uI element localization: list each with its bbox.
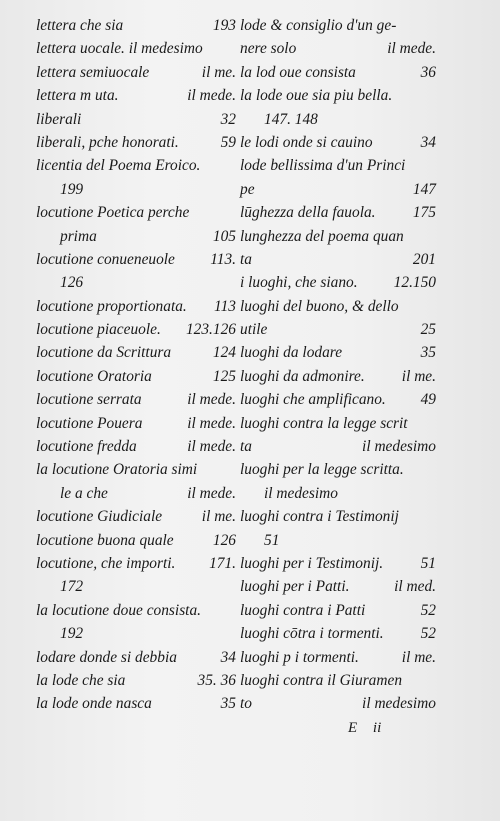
index-entry	[240, 622, 436, 645]
index-entry	[240, 84, 436, 107]
index-entry-page: 35	[220, 695, 236, 713]
index-entry	[36, 388, 236, 411]
index-entry-text: luoghi contra la legge scrit	[240, 414, 408, 432]
index-column-right	[240, 14, 436, 716]
index-entry	[240, 529, 436, 552]
index-entry-text: 126	[60, 274, 84, 292]
index-entry	[36, 318, 236, 341]
index-entry	[36, 61, 236, 84]
index-entry-text: locutione serrata	[36, 391, 142, 409]
index-entry-page: il me.	[201, 508, 236, 526]
index-entry-page: il mede.	[187, 87, 236, 105]
index-entry	[240, 482, 436, 505]
index-entry	[36, 37, 236, 60]
index-entry	[240, 575, 436, 598]
index-entry-text: luoghi contra i Testimonij	[240, 508, 399, 526]
index-entry-text: locutione Giudiciale	[36, 508, 163, 526]
index-entry-page: il me.	[401, 648, 436, 666]
index-entry-text: le a che	[60, 484, 108, 502]
index-entry	[36, 505, 236, 528]
index-entry-page: 171.	[209, 554, 236, 572]
index-entry-page: il mede.	[187, 414, 236, 432]
index-entry	[240, 225, 436, 248]
index-entry	[36, 248, 236, 271]
index-entry	[36, 482, 236, 505]
index-entry	[36, 458, 236, 481]
index-entry-text: locutione conueneuole	[36, 250, 175, 268]
index-entry-text: lode & consiglio d'un ge-	[240, 17, 397, 34]
index-entry	[36, 412, 236, 435]
index-entry-page: il medesimo	[362, 695, 436, 713]
index-entry	[240, 154, 436, 177]
index-entry-text: 192	[60, 625, 84, 643]
index-entry-text: la lode che sia	[36, 671, 126, 689]
index-entry	[36, 131, 236, 154]
index-entry	[36, 225, 236, 248]
index-entry-text: nere solo	[240, 40, 297, 58]
index-entry-page: 35. 36	[197, 671, 236, 689]
index-entry-page: 59	[220, 133, 236, 151]
index-entry-page: 35	[420, 344, 436, 362]
index-entry	[36, 271, 236, 294]
index-entry-text: lettera che sia	[36, 17, 124, 34]
index-entry	[240, 248, 436, 271]
index-entry-page: 25	[420, 321, 436, 339]
index-entry	[240, 646, 436, 669]
index-entry	[36, 692, 236, 715]
index-entry	[36, 552, 236, 575]
index-entry	[240, 341, 436, 364]
index-entry	[36, 529, 236, 552]
signature-letter: E	[348, 720, 358, 736]
index-entry	[36, 669, 236, 692]
index-entry	[240, 131, 436, 154]
index-entry-text: pe	[240, 180, 255, 198]
index-entry-text: luoghi contra i Patti	[240, 601, 366, 619]
index-entry-page: il mede.	[187, 438, 236, 456]
index-entry	[240, 599, 436, 622]
index-entry-text: 147. 148	[264, 110, 318, 128]
index-entry-text: la locutione Oratoria simi	[36, 461, 198, 479]
index-entry-text: luoghi contra il Giuramen	[240, 671, 403, 689]
index-entry-page: il med.	[394, 578, 436, 596]
index-entry	[240, 435, 436, 458]
index-entry-page: 126	[212, 531, 236, 549]
index-entry	[36, 154, 236, 177]
index-entry	[36, 365, 236, 388]
index-entry-text: locutione piaceuole.	[36, 321, 161, 339]
index-entry-text: luoghi da admonire.	[240, 367, 365, 385]
index-entry-text: utile	[240, 321, 268, 339]
index-entry	[240, 178, 436, 201]
index-entry-text: locutione da Scrittura	[36, 344, 172, 362]
index-entry	[36, 435, 236, 458]
index-entry-text: luoghi che amplificano.	[240, 391, 386, 409]
index-entry-text: locutione Oratoria	[36, 367, 152, 385]
index-entry-page: 32	[220, 110, 236, 128]
index-entry-text: luoghi p i tormenti.	[240, 648, 359, 666]
index-entry-text: licentia del Poema Eroico.	[36, 157, 201, 175]
index-entry-text: la locutione doue consista.	[36, 601, 201, 619]
index-entry-text: lettera m uta.	[36, 87, 119, 105]
index-entry	[36, 622, 236, 645]
index-entry-text: lettera uocale. il medesimo	[36, 40, 203, 58]
index-entry-page: 113.	[210, 250, 236, 268]
index-entry	[240, 552, 436, 575]
index-entry	[36, 295, 236, 318]
index-entry-text: locutione Pouera	[36, 414, 143, 432]
index-entry-text: lettera semiuocale	[36, 63, 150, 81]
index-entry-text: luoghi cōtra i tormenti.	[240, 625, 384, 643]
index-entry-text: la lode onde nasca	[36, 695, 152, 713]
index-entry-page: il mede.	[187, 391, 236, 409]
index-entry-text: locutione proportionata.	[36, 297, 187, 315]
index-entry-page: 175	[412, 204, 436, 222]
index-entry-page: il me.	[401, 367, 436, 385]
index-entry-text: prima	[60, 227, 97, 245]
index-entry-page: il medesimo	[362, 438, 436, 456]
index-entry-text: le lodi onde si cauino	[240, 133, 373, 151]
index-entry-text: liberali, pche honorati.	[36, 133, 179, 151]
index-entry	[240, 458, 436, 481]
index-entry-page: 34	[220, 648, 236, 666]
index-entry	[240, 14, 436, 37]
index-entry	[240, 412, 436, 435]
index-entry-text: liberali	[36, 110, 82, 128]
index-entry-page: 123.126	[185, 321, 236, 339]
index-entry	[240, 505, 436, 528]
index-entry	[240, 108, 436, 131]
index-entry-page: 125	[212, 367, 236, 385]
index-entry-text: ta	[240, 438, 252, 456]
index-entry-page: 113	[214, 297, 236, 315]
index-entry-page: 52	[420, 601, 436, 619]
index-entry-page: 34	[420, 133, 436, 151]
index-entry	[36, 108, 236, 131]
index-entry	[36, 599, 236, 622]
index-entry	[240, 295, 436, 318]
index-entry	[36, 178, 236, 201]
index-entry-page: 51	[420, 554, 436, 572]
index-entry-text: la lod oue consista	[240, 63, 356, 81]
index-entry-page: 12.150	[393, 274, 436, 292]
index-entry-text: luoghi da lodare	[240, 344, 343, 362]
index-entry-text: lunghezza del poema quan	[240, 227, 404, 245]
index-column-left	[36, 14, 236, 716]
index-entry	[240, 365, 436, 388]
index-entry-text: luoghi per i Patti.	[240, 578, 350, 596]
index-entry-text: lodare donde si debbia	[36, 648, 177, 666]
index-entry-page: 201	[412, 250, 436, 268]
index-entry-text: 172	[60, 578, 84, 596]
index-entry	[240, 669, 436, 692]
index-entry	[36, 575, 236, 598]
index-entry-text: 51	[264, 531, 280, 549]
index-entry-page: 147	[412, 180, 436, 198]
index-entry-text: lode bellissima d'un Princi	[240, 157, 406, 175]
index-entry	[240, 37, 436, 60]
signature-mark	[348, 720, 393, 737]
index-entry	[36, 14, 236, 37]
index-entry-page: 124	[212, 344, 236, 362]
index-entry-text: luoghi per la legge scritta.	[240, 461, 404, 479]
index-entry	[240, 271, 436, 294]
index-entry-text: i luoghi, che siano.	[240, 274, 358, 292]
index-entry-text: luoghi del buono, & dello	[240, 297, 399, 315]
index-entry	[240, 201, 436, 224]
index-entry-page: il me.	[201, 63, 236, 81]
index-entry-text: luoghi per i Testimonij.	[240, 554, 384, 572]
index-entry-text: locutione Poetica perche	[36, 204, 190, 222]
index-entry-page: il mede.	[187, 484, 236, 502]
index-entry-text: ta	[240, 250, 252, 268]
index-entry-text: to	[240, 695, 252, 713]
index-entry	[36, 84, 236, 107]
index-entry-text: la lode oue sia piu bella.	[240, 87, 393, 105]
index-entry	[240, 388, 436, 411]
signature-numeral: ii	[372, 720, 382, 736]
index-entry-text: lūghezza della fauola.	[240, 204, 376, 222]
index-entry	[36, 646, 236, 669]
index-entry-page: 52	[420, 625, 436, 643]
index-entry-page: il mede.	[387, 40, 436, 58]
index-entry-page: 49	[420, 391, 436, 409]
index-entry-text: locutione fredda	[36, 438, 137, 456]
index-entry-text: locutione buona quale	[36, 531, 174, 549]
index-entry	[240, 61, 436, 84]
index-entry	[36, 341, 236, 364]
index-entry	[240, 692, 436, 715]
index-entry	[240, 318, 436, 341]
index-entry-text: il medesimo	[264, 484, 338, 502]
index-entry	[36, 201, 236, 224]
index-entry-text: locutione, che importi.	[36, 554, 176, 572]
index-entry-page: 105	[212, 227, 236, 245]
index-entry-text: 199	[60, 180, 84, 198]
index-entry-page: 36	[420, 63, 436, 81]
index-entry-page: 193	[212, 17, 236, 34]
